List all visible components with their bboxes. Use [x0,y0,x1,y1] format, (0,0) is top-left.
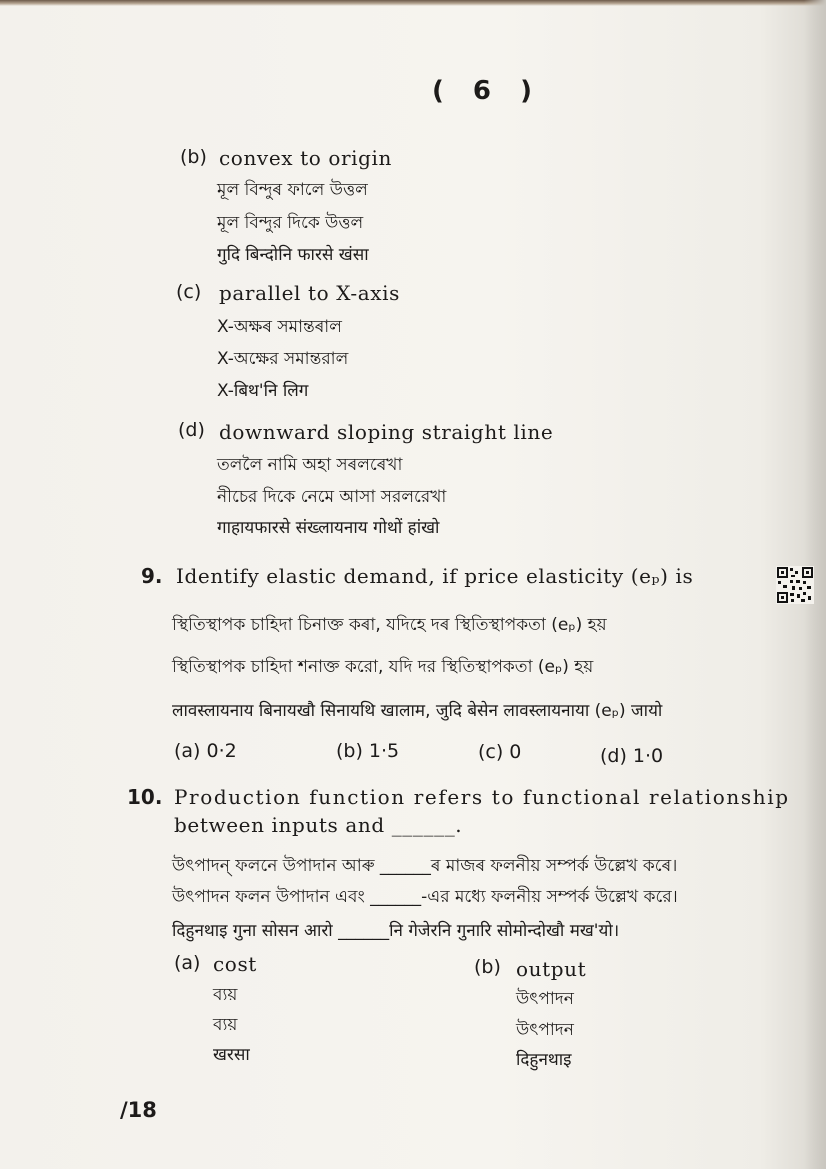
question-10-bodo: दिहुनथाइ गुना सोसन आरो ______नि गेजेरनि गुनारि सोमोन्दोखौ मख'यो। [172,921,620,941]
question-9-option-d: (d) 1·0 [600,745,664,767]
page-number: ( 6 ) [432,76,542,106]
option-d-letter: (d) [178,419,205,441]
option-c-letter: (c) [176,281,202,303]
option-d-bengali: নীচের দিকে নেমে আসা সরলরেখা [217,487,447,507]
option-b-bodo: गुदि बिन्दोनि फारसे खंसा [217,245,369,265]
question-10-assamese: উৎপাদন্ ফলনে উপাদান আৰু ______ৰ মাজৰ ফলনীয় সম্পৰ্ক উল্লেখ কৰে। [172,856,678,876]
option-c-english: parallel to X-axis [219,281,400,305]
option-b-assamese: মূল বিন্দুৰ ফালে উত্তল [217,180,368,200]
option-d-bodo: गाहायफारसे संख्लायनाय गोथों हांखो [217,518,440,538]
question-9-number: 9. [141,564,163,588]
question-9-english: Identify elastic demand, if price elasticity (eₚ) is [176,564,694,588]
page-footer-code: /18 [120,1098,157,1122]
option-b-english: convex to origin [219,146,393,170]
question-10-english-line2: between inputs and ______. [174,813,463,837]
question-9-option-b: (b) 1·5 [336,740,400,762]
question-10-number: 10. [127,785,163,809]
question-10-option-a-english: cost [213,952,257,976]
option-b-bengali: মূল বিন্দুর দিকে উত্তল [217,213,364,233]
question-10-english-line1: Production function refers to functional relationship [174,785,790,809]
question-10-option-a-bodo: खरसा [213,1045,250,1065]
qr-code-icon [776,566,814,604]
option-d-english: downward sloping straight line [219,420,554,444]
question-10-option-a-bengali: ব্যয় [213,1015,238,1035]
question-10-option-a-letter: (a) [174,952,201,974]
question-10-option-b-assamese: উৎপাদন [516,989,574,1009]
option-c-bodo: X-बिथ'नि लिग [217,381,309,401]
option-d-assamese: তললৈ নামি অহা সৰলৰেখা [217,455,403,475]
question-10-option-b-english: output [516,957,587,981]
page-top-shadow [0,0,826,6]
question-10-option-b-bengali: উৎপাদন [516,1020,574,1040]
question-9-option-c: (c) 0 [478,741,522,763]
question-10-option-b-letter: (b) [474,956,501,978]
question-10-option-b-bodo: दिहुनथाइ [516,1050,572,1070]
question-9-bengali: স্থিতিস্থাপক চাহিদা শনাক্ত করো, যদি দর স্থিতিস্থাপকতা (eₚ) হয় [172,657,594,677]
question-9-option-a: (a) 0·2 [174,740,237,762]
question-10-option-a-assamese: ব্যয় [213,985,238,1005]
question-10-bengali: উৎপাদন ফলন উপাদান এবং ______-এর মধ্যে ফলনীয় সম্পর্ক উল্লেখ করে। [172,887,678,907]
option-b-letter: (b) [180,146,207,168]
option-c-bengali: X-অক্ষের সমান্তরাল [217,349,349,369]
question-9-assamese: স্থিতিস্থাপক চাহিদা চিনাক্ত কৰা, যদিহে দৰ স্থিতিস্থাপকতা (eₚ) হয় [172,615,607,635]
question-9-bodo: लावस्लायनाय बिनायखौ सिनायथि खालाम, जुदि बेसेन लावस्लायनाया (eₚ) जायो [172,701,663,721]
option-c-assamese: X-অক্ষৰ সমান্তৰাল [217,317,342,337]
